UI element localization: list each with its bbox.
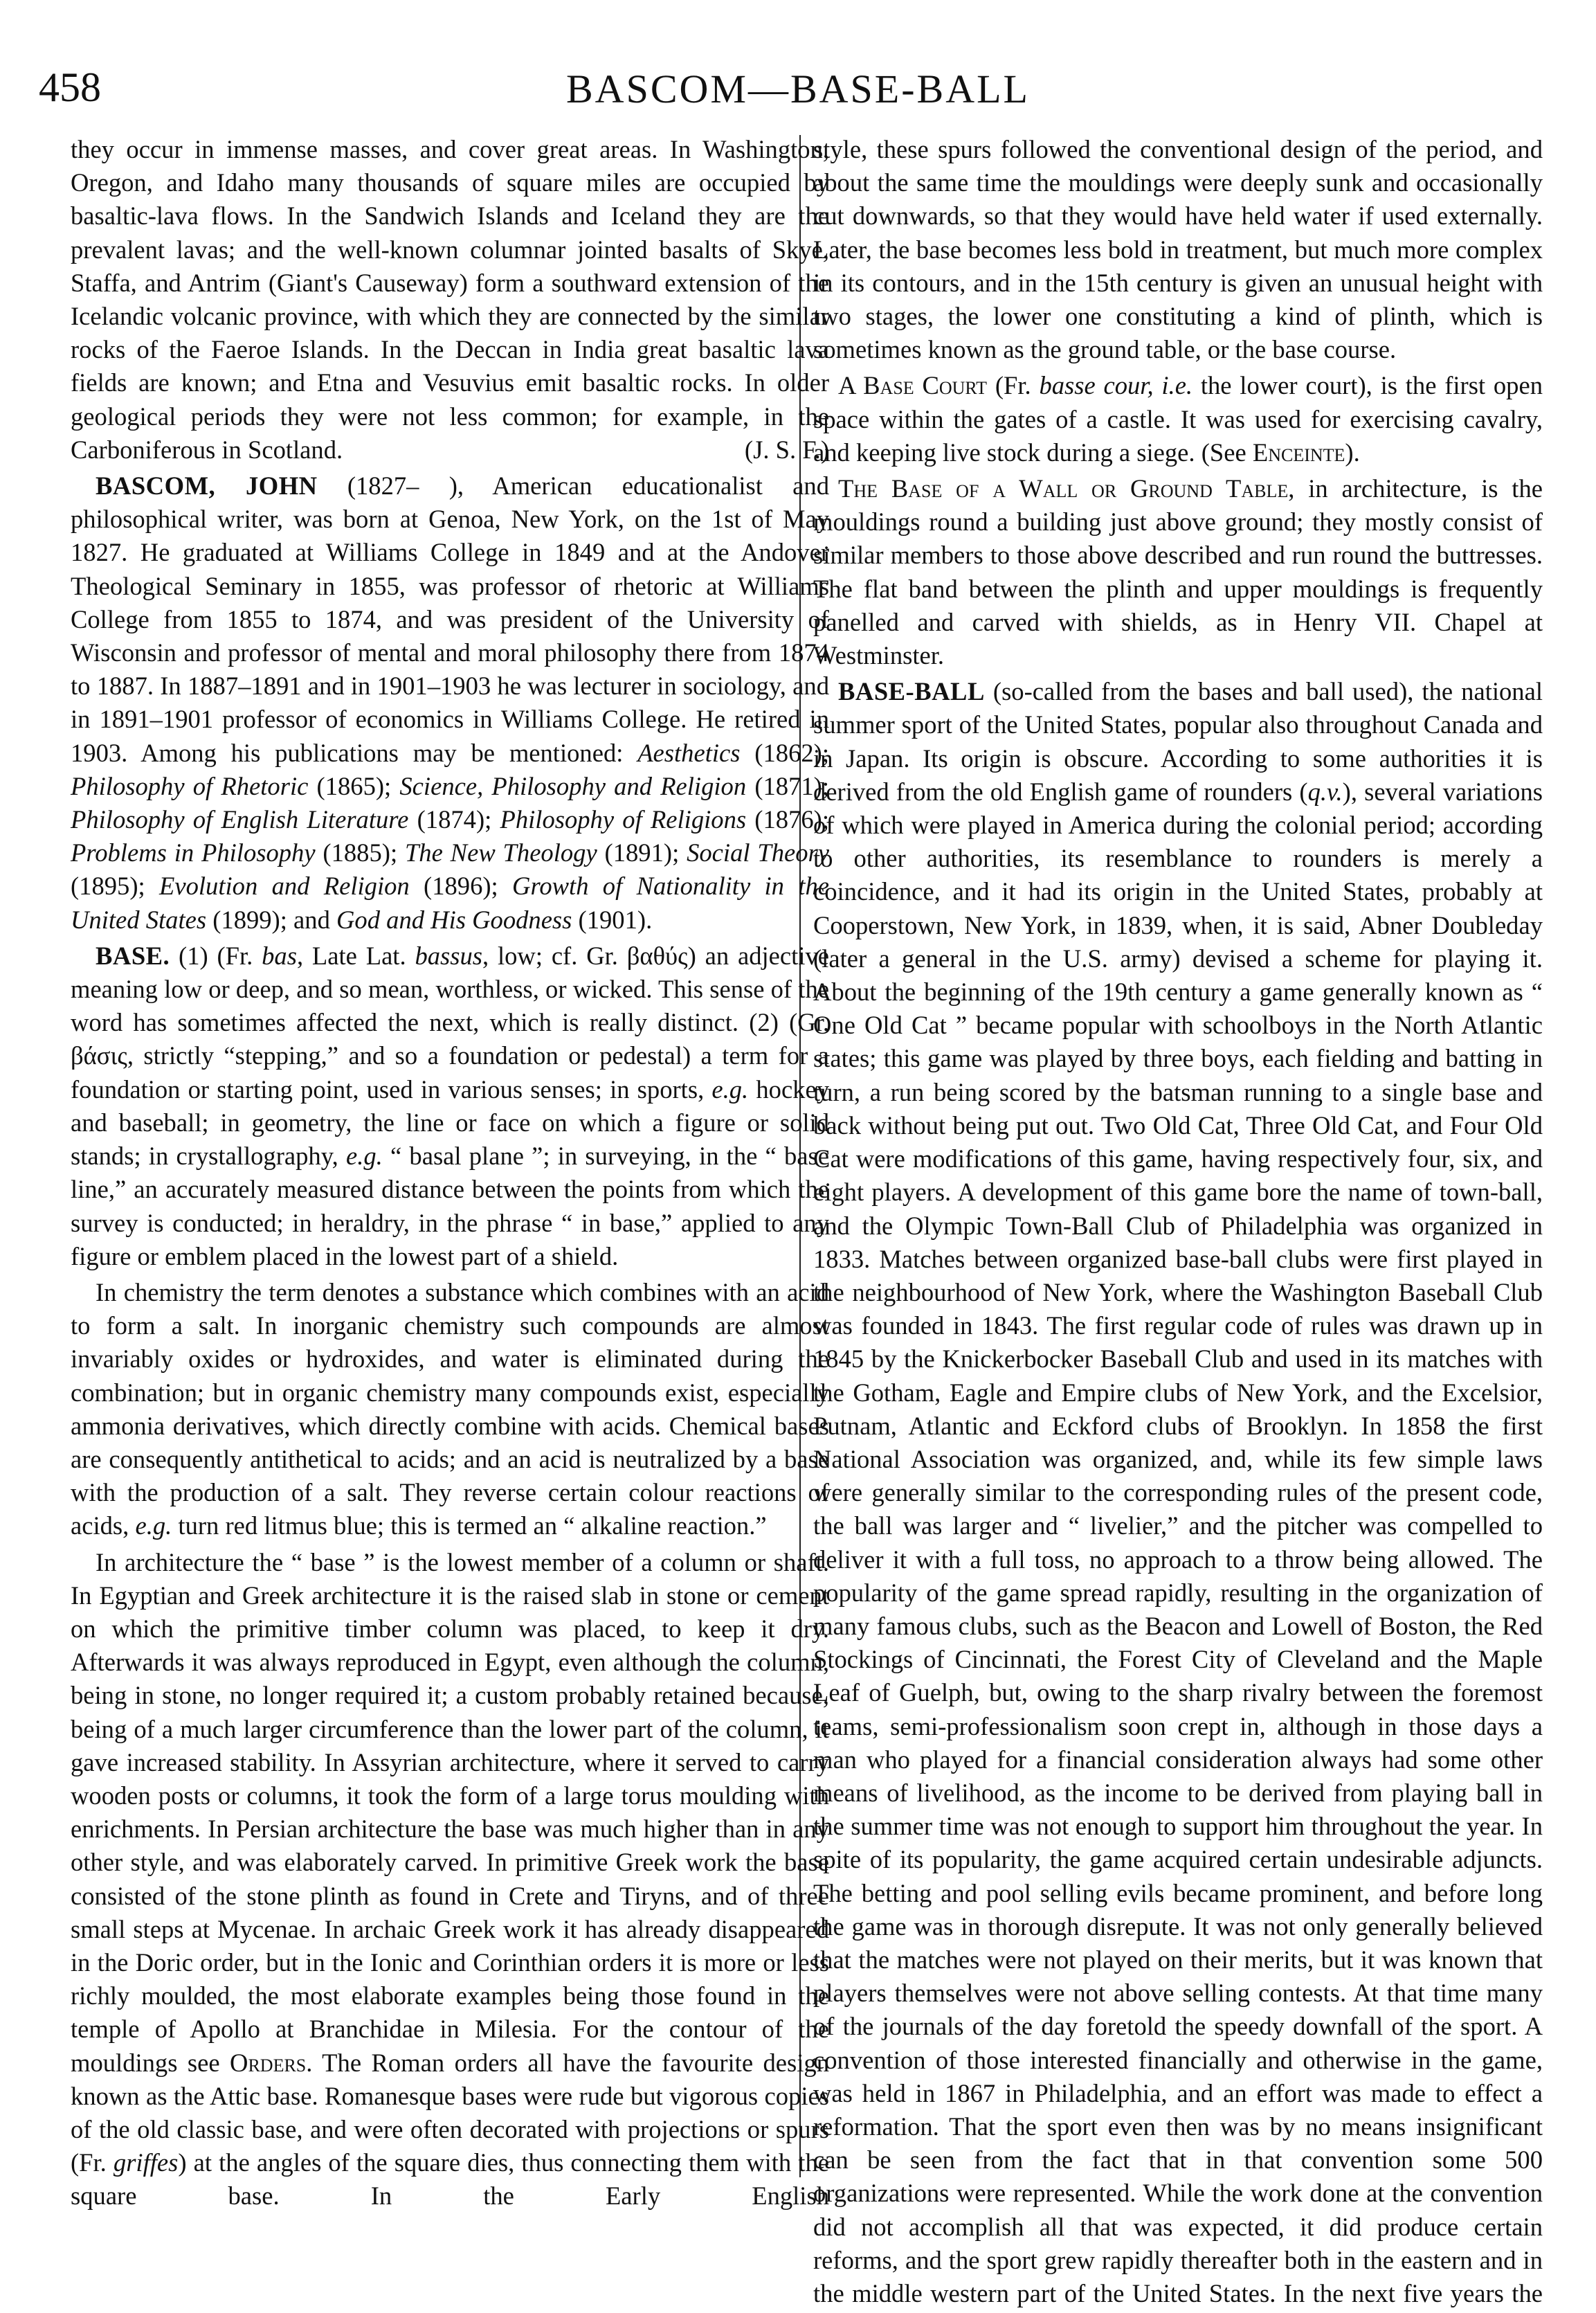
basalt-article-end — [71, 133, 829, 467]
bascom-work-title: God and His Goodness — [336, 905, 572, 934]
base-of-wall-article — [813, 472, 1543, 672]
architecture-text: ) at the angles of the square dies, thus connecting them with the square base. In the Early English — [71, 2148, 829, 2211]
base-etymology-fr: bas — [262, 941, 297, 970]
bascom-work-title: Philosophy of English Literature — [71, 805, 409, 834]
bascom-article — [71, 469, 829, 937]
cross-reference-enceinte[interactable]: Enceinte — [1252, 438, 1345, 467]
author-signature: (J. S. F.) — [744, 435, 829, 464]
bascom-work-title: Philosophy of Religions — [500, 805, 747, 834]
bascom-work-title: Problems in Philosophy — [71, 838, 316, 867]
base-text: hockey and baseball; in geometry, the line or face on which a figure or solid stands; in crystallography, — [71, 1074, 829, 1171]
cross-reference-orders[interactable]: Orders — [230, 2048, 307, 2077]
bascom-work-title: Social Theory — [687, 838, 829, 867]
base-etymology-lat: bassus — [415, 941, 483, 970]
bascom-work-title: Philosophy of Rhetoric — [71, 771, 309, 800]
bascom-work-year: (1874); — [408, 805, 500, 834]
architecture-paragraph — [71, 1546, 829, 2213]
base-ball-text: (so-called from the bases and ball used), the national summer sport of the United States, popular also throughout Canada and in Japan. Its origin is obscure. According to some authorities it is derived from the old English game of rounders ( — [813, 677, 1543, 806]
bascom-work-year: (1885); — [315, 838, 405, 867]
base-court-article — [813, 369, 1543, 469]
base-headword: BASE. — [96, 941, 170, 970]
running-head: BASCOM—BASE-BALL — [566, 66, 1030, 111]
bascom-work-year: (1895); — [71, 872, 160, 901]
base-article — [71, 939, 829, 1273]
bascom-work-year: (1871); — [746, 771, 829, 800]
page-number: 458 — [39, 64, 101, 110]
bascom-work-title: Science, Philosophy and Religion — [399, 771, 747, 800]
bascom-work-year: (1862); — [740, 738, 829, 767]
basalt-text: they occur in immense masses, and cover great areas. In Washington, Oregon, and Idaho many thousands of square miles are occupied by basaltic-lava flows. In the Sandwich Islands and Iceland they are the prevalent lavas; and the well-known columnar jointed basalts of Skye, Staffa, and Antrim (Giant's Causeway) form a southward extension of the Icelandic volcanic province, with which they are connected by the similar rocks of the Faeroe Islands. In the Deccan in India great basaltic lava fields are known; and Etna and Vesuvius emit basaltic rocks. In older geological periods they were not less common; for example, in the Carboniferous in Scotland. — [71, 135, 829, 464]
base-eg: e.g. — [345, 1142, 383, 1171]
base-ball-article — [813, 675, 1543, 2310]
base-text: (1) (Fr. — [170, 941, 262, 970]
base-court-text: the lower court), is the first open space within the gates of a castle. It was used for exercising cavalry, and keeping live stock during a siege. (See — [813, 371, 1543, 467]
base-ball-headword: BASE-BALL — [838, 677, 985, 706]
base-eg: e.g. — [711, 1074, 749, 1104]
bascom-work-title: Evolution and Religion — [159, 872, 410, 901]
bascom-work-year: (1865); — [308, 771, 400, 800]
right-column — [813, 133, 1543, 2313]
base-court-headword: A Base Court — [838, 371, 988, 400]
bascom-work-year: (1891); — [597, 838, 687, 867]
chemistry-eg: e.g. — [135, 1511, 172, 1540]
bascom-text: (1827– ), American educationalist and philosophical writer, was born at Genoa, New York, on the 1st of May 1827. He graduated at Williams College in 1849 and at the Andover Theological Seminary in 1855, was professor of rhetoric at Williams College from 1855 to 1874, and was president of the University of Wisconsin and professor of mental and moral philosophy there from 1874 to 1887. In 1887–1891 and in 1901–1903 he was lecturer in sociology, and in 1891–1901 professor of economics in Williams College. He retired in 1903. Among his publications may be mentioned: — [71, 471, 829, 767]
bascom-work-title: Aesthetics — [637, 738, 741, 767]
bascom-work-title: Growth of Nationality in the United States — [71, 872, 829, 934]
base-of-wall-headword: The Base of a Wall or Ground Table — [838, 474, 1289, 503]
base-text: , Late Lat. — [296, 941, 415, 970]
chemistry-text: In chemistry the term denotes a substance which combines with an acid to form a salt. In inorganic chemistry such compounds are almost invariably oxides or hydroxides, and water is eliminated during the combination; but in organic chemistry many compounds exist, especially ammonia derivatives, which directly combine with acids. Chemical bases are consequently antithetical to acids; and an acid is neutralized by a base with the production of a salt. They reverse certain colour reactions of acids, — [71, 1277, 829, 1540]
base-of-wall-text: , in architecture, is the mouldings round a building just above ground; they mostly consist of similar members to those above described and run round the buttresses. The flat band between the plinth and upper mouldings is frequently panelled and carved with shields, as in Henry VII. Chapel at Westminster. — [813, 474, 1543, 670]
bascom-work-year: (1899); and — [206, 905, 337, 934]
left-column — [71, 133, 829, 2216]
architecture-text: . The Roman orders all have the favourite design known as the Attic base. Romanesque bases were rude but vigorous copies of the old classic base, and were often decorated with projections or spurs (Fr. — [71, 2048, 830, 2177]
base-text: , low; cf. Gr. βαθύς) an adjective meaning low or deep, and so mean, worthless, or wicked. This sense of the word has sometimes affected the next, which is really distinct. (2) (Gr. βάσις, strictly “stepping,” and so a foundation or pedestal) a term for a foundation or starting point, used in various senses; in sports, — [71, 941, 829, 1104]
base-court-text: ). — [1345, 438, 1360, 467]
base-ball-text: ), several variations of which were played in America during the colonial period; according to other authorities, its resemblance to rounders is merely a coincidence, and it had its origin in the United States, probably at Cooperstown, New York, in 1839, when, it is said, Abner Doubleday (later a general in the U.S. army) devised a scheme for playing it. About the beginning of the 19th century a game generally known as “ One Old Cat ” became popular with schoolboys in the North Atlantic states; this game was played by three boys, each fielding and batting in turn, a run being scored by the batsman running to a single base and back without being put out. Two Old Cat, Three Old Cat, and Four Old Cat were modifications of this game, having respectively four, six, and eight players. A development of this game bore the name of town-ball, and the Olympic Town-Ball Club of Philadelphia was organized in 1833. Matches between organized base-ball clubs were first played in the neighbourhood of New York, where the Washington Baseball Club was founded in 1843. The first regular code of rules was drawn up in 1845 by the Knickerbocker Baseball Club and used in its matches with the Gotham, Eagle and Empire clubs of New York, and the Excelsior, Putnam, Atlantic and Eckford clubs of Brooklyn. In 1858 the first National Association was organized, and, while its few simple laws were generally similar to the corresponding rules of the present code, the ball was larger and “ livelier,” and the pitcher was compelled to deliver it with a full toss, no approach to a throw being allowed. The popularity of the game spread rapidly, resulting in the organization of many famous clubs, such as the Beacon and Lowell of Boston, the Red Stockings of Cincinnati, the Forest City of Cleveland and the Maple Leaf of Guelph, but, owing to the sharp rivalry between the foremost teams, semi-professionalism soon crept in, although in those days a man who played for a financial consideration always had some other means of livelihood, as the income to be derived from playing ball in the summer time was not enough to support him throughout the year. In spite of its popularity, the game acquired certain undesirable adjuncts. The betting and pool selling evils became prominent, and before long the game was in thorough disrepute. It was not only generally believed that the matches were not played on their merits, but it was known that players themselves were not above selling contests. At that time many of the journals of the day foretold the speedy downfall of the sport. A convention of those interested financially and otherwise in the game, was held in 1867 in Philadelphia, and an effort was made to effect a reformation. That the sport even then was by no means insignificant can be seen from the fact that in that convention some 500 organizations were represented. While the work done at the convention did not accomplish all that was expected, it did produce certain reforms, and the sport grew rapidly thereafter both in the eastern and in the middle western part of the United States. In the next five years the — [813, 777, 1543, 2307]
architecture-continuation: style, these spurs followed the conventional design of the period, and about the same time the mouldings were deeply sunk and occasionally cut downwards, so that they would have held water if used externally. Later, the base becomes less bold in treatment, but much more complex in its contours, and in the 15th century is given an unusual height with two stages, the lower one constituting a kind of plinth, which is sometimes known as the ground table, or the base course. — [813, 135, 1543, 364]
base-text: “ basal plane ”; in surveying, in the “ base line,” an accurately measured distance between the points from which the survey is conducted; in heraldry, in the phrase “ in base,” applied to any figure or emblem placed in the lowest part of a shield. — [71, 1142, 829, 1270]
cross-reference-qv[interactable]: q.v. — [1307, 777, 1343, 806]
base-court-text: (Fr. — [987, 371, 1040, 400]
chemistry-text: turn red litmus blue; this is termed an “ alkaline reaction.” — [172, 1511, 767, 1540]
bascom-work-year: (1901). — [572, 905, 653, 934]
architecture-term: griffes — [113, 2148, 179, 2177]
base-court-fr: basse cour, i.e. — [1039, 371, 1193, 400]
bascom-work-year: (1876); — [746, 805, 829, 834]
architecture-text: In architecture the “ base ” is the lowest member of a column or shaft. In Egyptian and Greek architecture it is the raised slab in stone or cement on which the primitive timber column was placed, to keep it dry. Afterwards it was always reproduced in Egypt, even although the column, being in stone, no longer required it; a custom probably retained because, being of a much larger circumference than the lower part of the column, it gave increased stability. In Assyrian architecture, where it served to carry wooden posts or columns, it took the form of a large torus moulding with enrichments. In Persian architecture the base was much higher than in any other style, and was elaborately carved. In primitive Greek work the base consisted of the stone plinth as found in Crete and Tiryns, and of three small steps at Mycenae. In archaic Greek work it has already disappeared in the Doric order, but in the Ionic and Corinthian orders it is more or less richly moulded, the most elaborate examples being those found in the temple of Apollo at Branchidae in Milesia. For the contour of the mouldings see — [71, 1547, 829, 2077]
bascom-work-title: The New Theology — [404, 838, 597, 867]
bascom-headword: BASCOM, JOHN — [96, 471, 318, 501]
chemistry-paragraph — [71, 1276, 829, 1543]
bascom-work-year: (1896); — [409, 872, 513, 901]
